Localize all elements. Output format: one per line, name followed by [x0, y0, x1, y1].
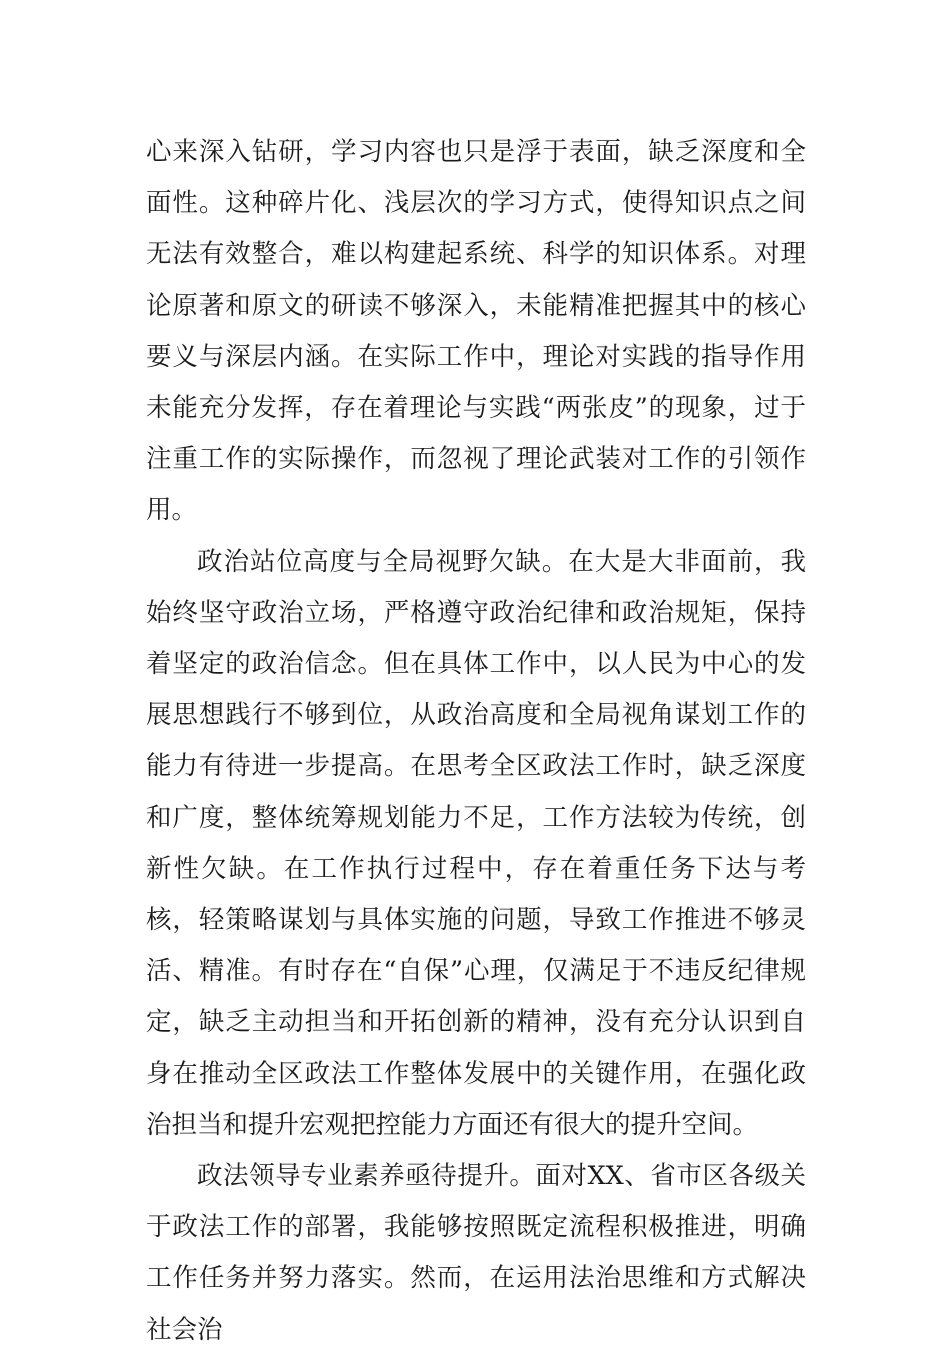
- paragraph-2: 政治站位高度与全局视野欠缺。在大是大非面前，我始终坚守政治立场，严格遵守政治纪律和政治规矩，保持着坚定的政治信念。但在具体工作中，以人民为中心的发展思想践行不够到位，从政治高度和全局视角谋划工作的能力有待进一步提高。在思考全区政法工作时，缺乏深度和广度，整体统筹规划能力不足，工作方法较为传统，创新性欠缺。在工作执行过程中，存在着重任务下达与考核，轻策略谋划与具体实施的问题，导致工作推进不够灵活、精准。有时存在“自保”心理，仅满足于不违反纪律规定，缺乏主动担当和开拓创新的精神，没有充分认识到自身在推动全区政法工作整体发展中的关键作用，在强化政治担当和提升宏观把控能力方面还有很大的提升空间。: [146, 546, 806, 1140]
- paragraph-3: 政法领导专业素养亟待提升。面对XX、省市区各级关于政法工作的部署，我能够按照既定流程积极推进，明确工作任务并努力落实。然而，在运用法治思维和方式解决社会治: [146, 1161, 806, 1345]
- paragraph-1: 心来深入钻研，学习内容也只是浮于表面，缺乏深度和全面性。这种碎片化、浅层次的学习方式，使得知识点之间无法有效整合，难以构建起系统、科学的知识体系。对理论原著和原文的研读不够深入，未能精准把握其中的核心要义与深层内涵。在实际工作中，理论对实践的指导作用未能充分发挥，存在着理论与实践“两张皮”的现象，过于注重工作的实际操作，而忽视了理论武装对工作的引领作用。: [146, 137, 806, 526]
- document-body: [146, 127, 806, 1356]
